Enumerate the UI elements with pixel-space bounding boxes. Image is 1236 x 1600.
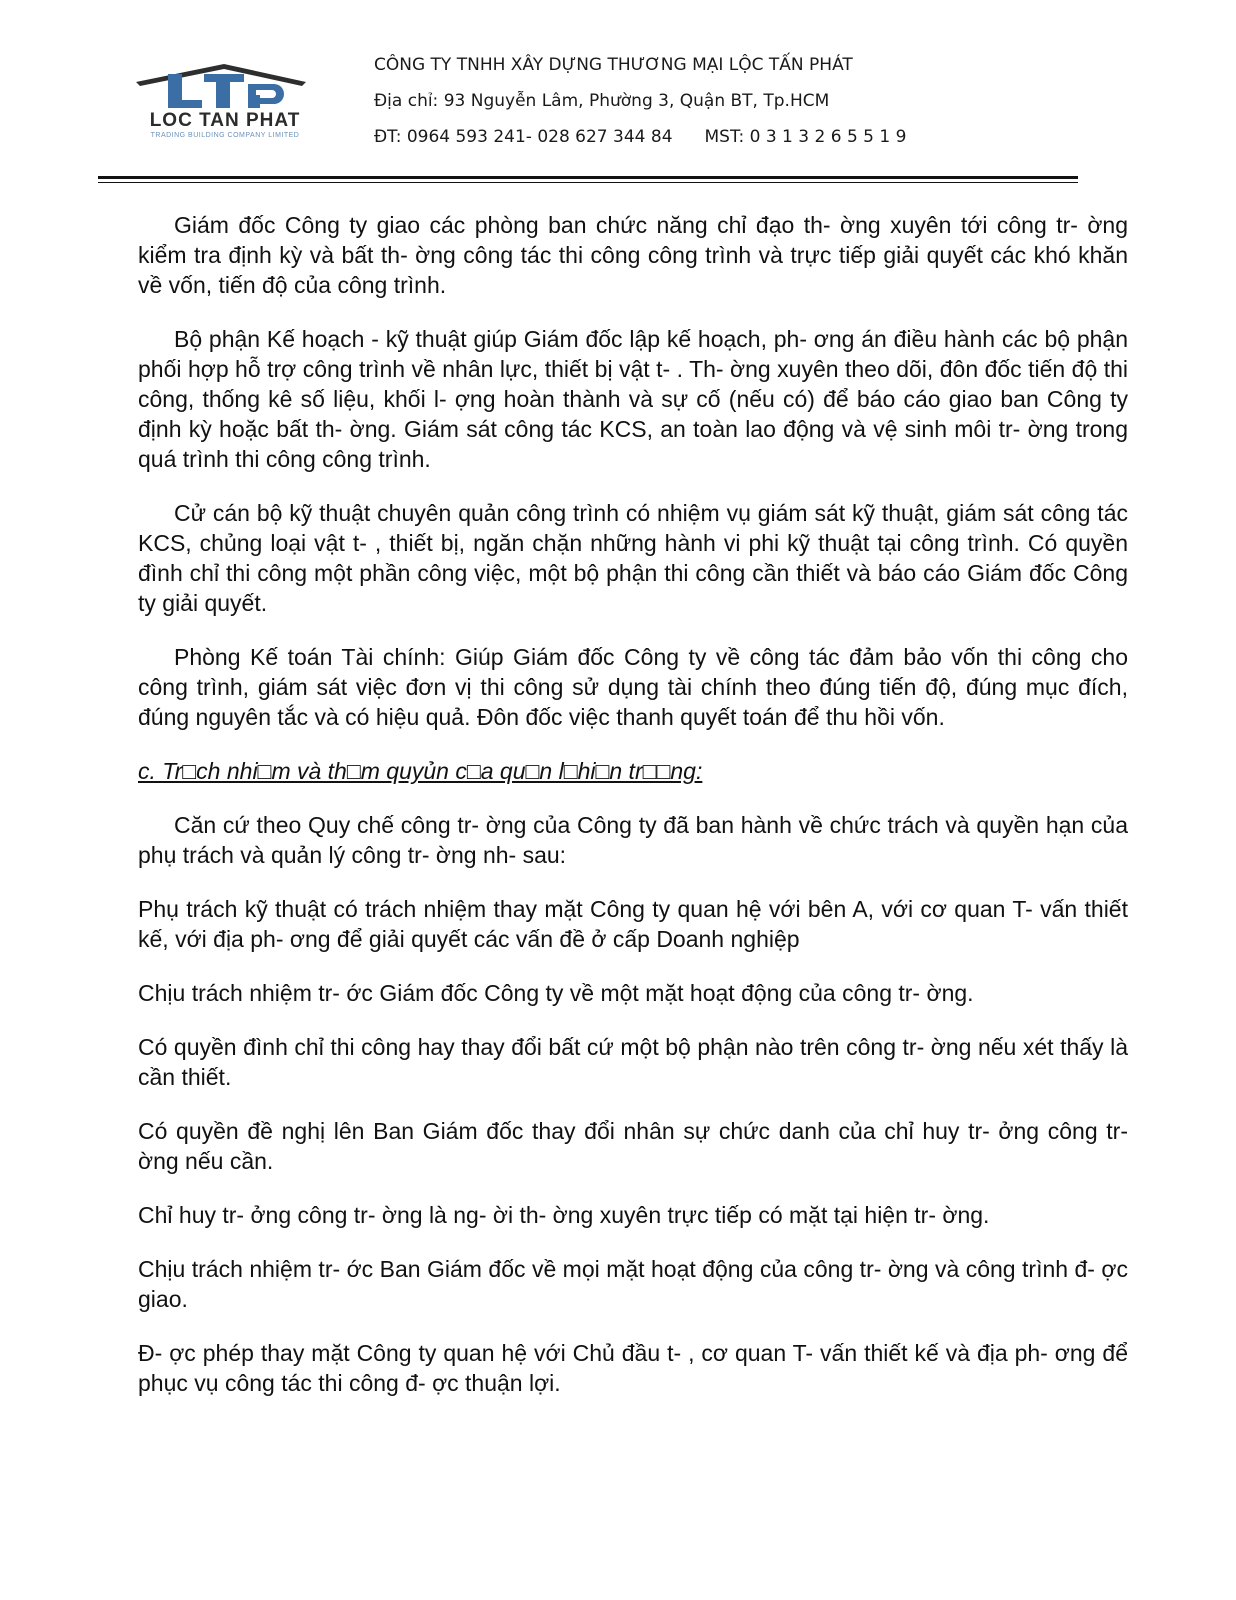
list-item: Chỉ huy tr- ởng công tr- ờng là ng- ời th- ờng xuyên trực tiếp có mặt tại hiện tr- ờng. [138,1202,990,1228]
company-info [374,52,906,160]
paragraph: Cử cán bộ kỹ thuật chuyên quản công trình có nhiệm vụ giám sát kỹ thuật, giám sát công tác KCS, chủng loại vật t- , thiết bị, ngăn chặn những hành vi phi kỹ thuật tại công trình. Có quyền đình chỉ thi công một phần công việc, một bộ phận thi công cần thiết và báo cáo Giám đốc Công ty giải quyết. [138,500,1128,616]
list-item: Có quyền đề nghị lên Ban Giám đốc thay đổi nhân sự chức danh của chỉ huy tr- ởng công tr- ờng nếu cần. [138,1118,1128,1174]
logo-text: LOC TAN PHAT [149,110,301,131]
document-body [138,210,1128,1422]
list-item: Chịu trách nhiệm tr- ớc Ban Giám đốc về mọi mặt hoạt động của công tr- ờng và công trình đ- ợc giao. [138,1256,1128,1312]
logo-house-icon [106,60,342,110]
list-item: Đ- ợc phép thay mặt Công ty quan hệ với Chủ đầu t- , cơ quan T- vấn thiết kế và địa ph- ơng để phục vụ công tác thi công đ- ợc thuận lợi. [138,1340,1128,1396]
company-name: CÔNG TY TNHH XÂY DỰNG THƯƠNG MẠI LỘC TẤN PHÁT [374,55,853,75]
paragraph: Phòng Kế toán Tài chính: Giúp Giám đốc Công ty về công tác đảm bảo vốn thi công cho công trình, giám sát việc đơn vị thi công sử dụng tài chính theo đúng tiến độ, đúng mục đích, đúng nguyên tắc và có hiệu quả. Đôn đốc việc thanh quyết toán để thu hồi vốn. [138,644,1128,730]
paragraph: Giám đốc Công ty giao các phòng ban chức năng chỉ đạo th- ờng xuyên tới công tr- ờng kiểm tra định kỳ và bất th- ờng công tác thi công công trình và trực tiếp giải quyết các khó khăn về vốn, tiến độ của công trình. [138,212,1128,298]
company-tax-code: MST: 0 3 1 3 2 6 5 5 1 9 [704,127,907,147]
paragraph: Bộ phận Kế hoạch - kỹ thuật giúp Giám đốc lập kế hoạch, ph- ơng án điều hành các bộ phận phối hợp hỗ trợ công trình về nhân lực, thiết bị vật t- . Th- ờng xuyên theo dõi, đôn đốc tiến độ thi công, thống kê số liệu, khối l- ợng hoàn thành và sự cố (nếu có) để báo cáo giao ban Công ty định kỳ hoặc bất th- ờng. Giám sát công tác KCS, an toàn lao động và vệ sinh môi tr- ờng trong quá trình thi công công trình. [138,326,1128,472]
company-address: Địa chỉ: 93 Nguyễn Lâm, Phường 3, Quận BT, Tp.HCM [374,91,830,111]
company-phone: ĐT: 0964 593 241- 028 627 344 84 [374,127,673,147]
company-logo [106,60,342,144]
section-intro: Căn cứ theo Quy chế công tr- ờng của Công ty đã ban hành về chức trách và quyền hạn của phụ trách và quản lý công tr- ờng nh- sau: [138,812,1128,868]
list-item: Chịu trách nhiệm tr- ớc Giám đốc Công ty về một mặt hoạt động của công tr- ờng. [138,980,974,1006]
logo-subtext: TRADING BUILDING COMPANY LIMITED [150,132,300,139]
company-contact [374,124,906,160]
header-divider-thin [98,182,1078,183]
header-divider [98,176,1078,179]
list-item: Phụ trách kỹ thuật có trách nhiệm thay mặt Công ty quan hệ với bên A, với cơ quan T- vấn thiết kế, với địa ph- ơng để giải quyết các vấn đề ở cấp Doanh nghiệp [138,896,1128,952]
letterhead [0,0,1236,190]
section-heading: c. Tr□ch nhi□m và th□m quyủn c□a qu□n l□hi□n tr□□ng: [138,758,703,784]
list-item: Có quyền đình chỉ thi công hay thay đổi bất cứ một bộ phận nào trên công tr- ờng nếu xét thấy là cần thiết. [138,1034,1128,1090]
